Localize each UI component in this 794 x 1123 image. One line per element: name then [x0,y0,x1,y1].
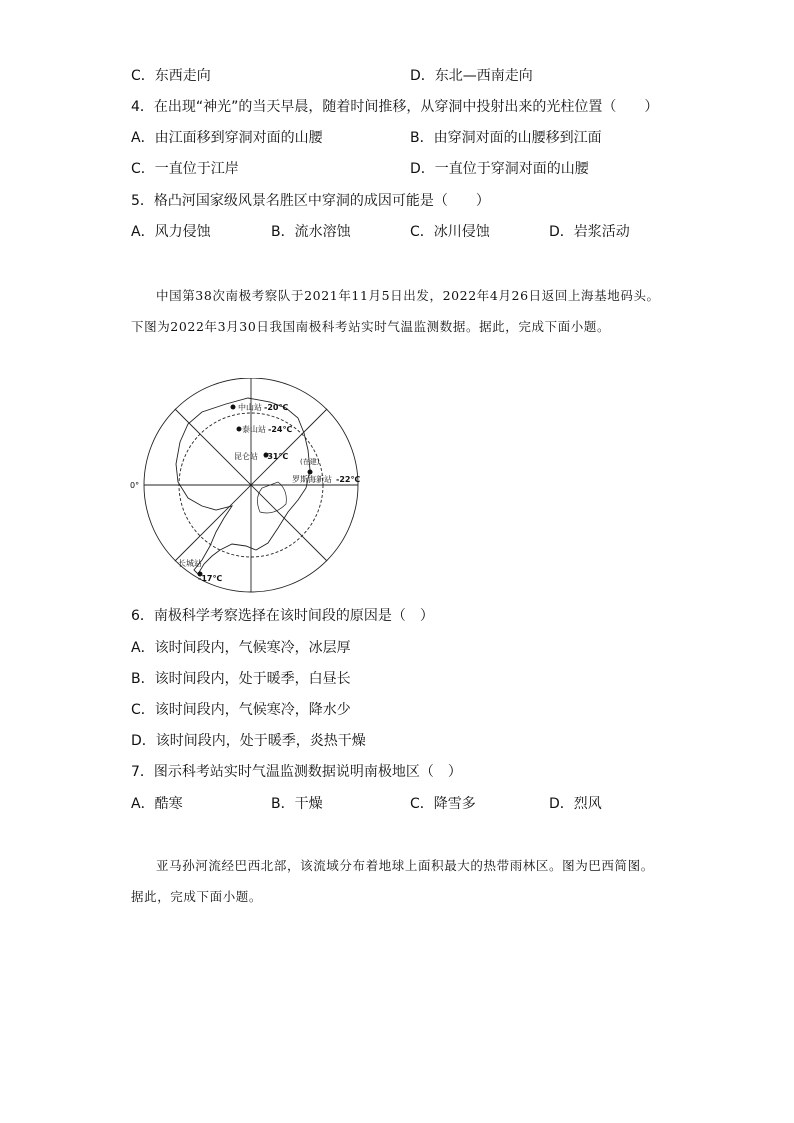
q7-option-a: A．酷寒 [131,796,183,812]
station-temp: -31℃ [264,452,289,461]
station-name: 罗斯海新站 [292,475,332,484]
longitude-label: 0° [130,481,140,490]
q4-option-a: A．由江面移到穿洞对面的山腰 [131,130,323,146]
q6-stem: 6．南极科学考察选择在该时间段的原因是（ ） [131,608,434,624]
q4-option-d: D．一直位于穿洞对面的山腰 [410,161,589,177]
q7-option-c: C．降雪多 [410,796,476,812]
passage-amazon: 亚马孙河流经巴西北部，该流域分布着地球上面积最大的热带雨林区。图为巴西简图。据此，完成下面小题。 [131,858,654,904]
station-temp: -22℃ [336,475,361,484]
q6-option-b: B．该时间段内，处于暖季，白昼长 [131,671,351,687]
taishan-station-dot [237,427,242,432]
q6-option-d: D．该时间段内，处于暖季，炎热干燥 [131,733,366,749]
station-name: 长城站 [178,559,202,568]
q6-option-a: A．该时间段内，气候寒冷，冰层厚 [131,640,351,656]
q5-stem: 5．格凸河国家级风景名胜区中穿洞的成因可能是（ ） [131,193,490,209]
q6-option-c: C．该时间段内，气候寒冷，降水少 [131,702,351,718]
passage-antarctica: 中国第38次南极考察队于2021年11月5日出发，2022年4月26日返回上海基地码头。下图为2022年3月30日我国南极科考站实时气温监测数据。据此，完成下面小题。 [131,288,660,334]
q7-stem: 7．图示科考站实时气温监测数据说明南极地区（ ） [131,764,462,780]
zhongshan-station-dot [231,405,236,410]
station-name: 中山站 [238,403,262,412]
ross-ice-shelf [257,482,286,513]
q5-option-b: B．流水溶蚀 [271,224,351,240]
q4-stem: 4．在出现“神光”的当天早晨，随着时间推移，从穿洞中投射出来的光柱位置（ ） [131,99,659,115]
q5-option-c: C．冰川侵蚀 [410,224,490,240]
q5-option-d: D．岩浆活动 [549,224,630,240]
station-note: (在建) [300,458,320,466]
ross-sea-station-dot [308,470,313,475]
q7-option-b: B．干燥 [271,796,323,812]
station-name: 泰山站 [242,425,266,434]
antarctica-map [128,378,373,593]
station-temp: -20℃ [264,403,289,412]
q3-option-c: C．东西走向 [131,68,211,84]
q4-option-b: B．由穿洞对面的山腰移到江面 [410,130,602,146]
q4-option-c: C．一直位于江岸 [131,161,239,177]
q5-option-a: A．风力侵蚀 [131,224,211,240]
station-name: 昆仑站 [234,452,258,461]
q7-option-d: D．烈风 [549,796,602,812]
station-temp: -17℃ [198,574,223,583]
station-temp: -24℃ [268,425,293,434]
q3-option-d: D．东北—西南走向 [410,68,533,84]
